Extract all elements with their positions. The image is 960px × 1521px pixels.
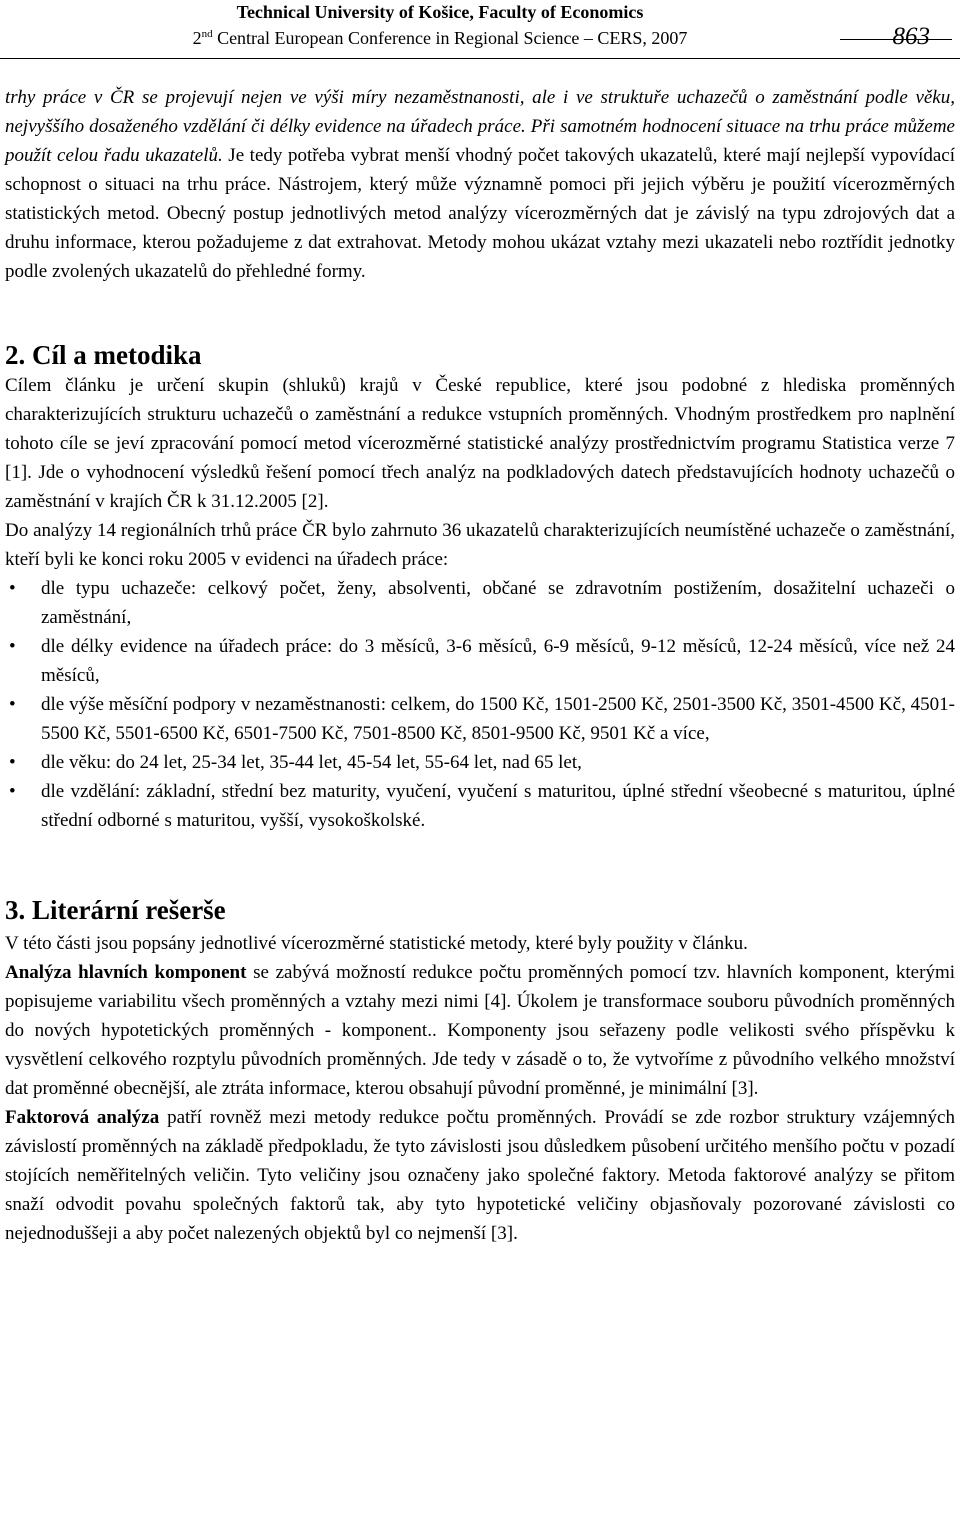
intro-body-text: Je tedy potřeba vybrat menší vhodný počet takových ukazatelů, které mají nejlepší vypovídací schopnost o situaci na trhu práce. Nástrojem, který může významně pomoci při jejich výběru je použití vícerozměrných statistických metod. Obecný postup jednotlivých metod analýzy vícerozměrných dat je závislý na typu zdrojových dat a druhu informace, kterou požadujeme z dat extrahovat. Metody mohou ukázat vztahy mezi ukazateli nebo roztřídit jednotky podle zvolených ukazatelů do přehledné formy. xyxy=(5,145,956,282)
list-item-text: dle výše měsíční podpory v nezaměstnanosti: celkem, do 1500 Kč, 1501-2500 Kč, 2501-3500 Kč, 3501-4500 Kč, 4501-5500 Kč, 5501-6500 Kč, 6501-7500 Kč, 7501-8500 Kč, 8501-9500 Kč, 9501 Kč a více, xyxy=(41,694,955,744)
intro-paragraph xyxy=(5,83,955,286)
section-2-heading: 2. Cíl a metodika xyxy=(5,340,202,370)
pca-term: Analýza hlavních komponent xyxy=(5,962,247,983)
bullet-icon: • xyxy=(9,636,16,657)
bullet-icon: • xyxy=(9,578,16,599)
list-item xyxy=(5,748,955,777)
institution-name: Technical University of Košice, Faculty of Economics xyxy=(236,2,644,22)
list-item-text: dle vzdělání: základní, střední bez maturity, vyučení, vyučení s maturitou, úplné střední všeobecné s maturitou, úplné střední odborné s maturitou, vyšší, vysokoškolské. xyxy=(41,781,955,831)
conference-name xyxy=(0,27,880,49)
bullet-icon: • xyxy=(9,781,16,802)
section-2-paragraph-1: Cílem článku je určení skupin (shluků) krajů v České republice, které jsou podobné z hlediska proměnných charakterizujících strukturu uchazečů o zaměstnání a redukce vstupních proměnných. Vhodným prostředkem pro naplnění tohoto cíle se jeví zpracování pomocí metod vícerozměrné statistické analýzy prostřednictvím programu Statistica verze 7 [1]. Jde o vyhodnocení výsledků řešení pomocí třech analýz na podkladových datech představujících hodnoty uchazečů o zaměstnání v krajích ČR k 31.12.2005 [2]. xyxy=(5,375,955,512)
bullet-icon: • xyxy=(9,694,16,715)
factor-analysis-term: Faktorová analýza xyxy=(5,1107,160,1128)
list-item-text: dle věku: do 24 let, 25-34 let, 35-44 let, 45-54 let, 55-64 let, nad 65 let, xyxy=(41,752,582,773)
indicator-list xyxy=(5,574,955,835)
conference-ordinal-suffix: nd xyxy=(201,28,213,40)
list-item-text: dle délky evidence na úřadech práce: do 3 měsíců, 3-6 měsíců, 6-9 měsíců, 9-12 měsíců, 12-24 měsíců, více než 24 měsíců, xyxy=(41,636,955,686)
list-item xyxy=(5,690,955,748)
list-item xyxy=(5,574,955,632)
page-number: 863 xyxy=(892,23,930,50)
header-divider xyxy=(0,58,960,59)
section-3-heading: 3. Literární rešerše xyxy=(5,895,226,925)
pca-paragraph xyxy=(5,958,955,1103)
section-3-paragraph-1: V této části jsou popsány jednotlivé vícerozměrné statistické metody, které byly použity v článku. xyxy=(5,933,748,954)
intro-lead-text: trhy práce v ČR se projevují nejen ve výši míry nezaměstnanosti, ale i ve struktuře uchazečů o zaměstnání podle věku, nejvyššího dosaženého vzdělání či délky evidence na úřadech práce. Při samotném hodnocení situace na trhu práce můžeme použít celou řadu ukazatelů. xyxy=(5,87,955,166)
list-item-text: dle typu uchazeče: celkový počet, ženy, absolventi, občané se zdravotním postižením, dosažitelní uchazeči o zaměstnání, xyxy=(41,578,955,628)
factor-analysis-text: patří rovněž mezi metody redukce počtu proměnných. Provádí se zde rozbor struktury vzájemných závislostí proměnných na základě předpokladu, že tyto závislosti jsou důsledkem působení určitého menšího počtu v pozadí stojících neměřitelných veličin. Tyto veličiny jsou označeny jako společné faktory. Metoda faktorové analýzy se přitom snaží odvodit povahu společných faktorů tak, aby tyto hypotetické veličiny objasňovaly pozorované závislosti co nejednoduššeji a aby počet nalezených objektů byl co nejmenší [3]. xyxy=(5,1107,955,1244)
factor-analysis-paragraph xyxy=(5,1103,955,1248)
conference-title: Central European Conference in Regional Science – CERS, 2007 xyxy=(212,28,688,48)
bullet-icon: • xyxy=(9,752,16,773)
page-header xyxy=(0,0,960,58)
page-number-rule xyxy=(840,39,952,40)
page-content xyxy=(5,83,955,1248)
conference-ordinal: 2 xyxy=(192,28,202,48)
list-item xyxy=(5,632,955,690)
pca-text: se zabývá možností redukce počtu proměnných pomocí tzv. hlavních komponent, kterými popisujeme variabilitu všech proměnných a vztahy mezi nimi [4]. Úkolem je transformace souboru původních proměnných do nových hypotetických proměnných - komponent.. Komponenty jsou seřazeny podle velikosti svého příspěvku k vysvětlení celkového rozptylu původních proměnných. Jde tedy v zásadě o to, že vytvoříme z původního velkého množství dat proměnné obecnější, ale ztráta informace, kterou obsahují původní proměnné, je minimální [3]. xyxy=(5,962,955,1099)
list-item xyxy=(5,777,955,835)
section-2-paragraph-2: Do analýzy 14 regionálních trhů práce ČR bylo zahrnuto 36 ukazatelů charakterizujících neumístěné uchazeče o zaměstnání, kteří byli ke konci roku 2005 v evidenci na úřadech práce: xyxy=(5,520,955,570)
